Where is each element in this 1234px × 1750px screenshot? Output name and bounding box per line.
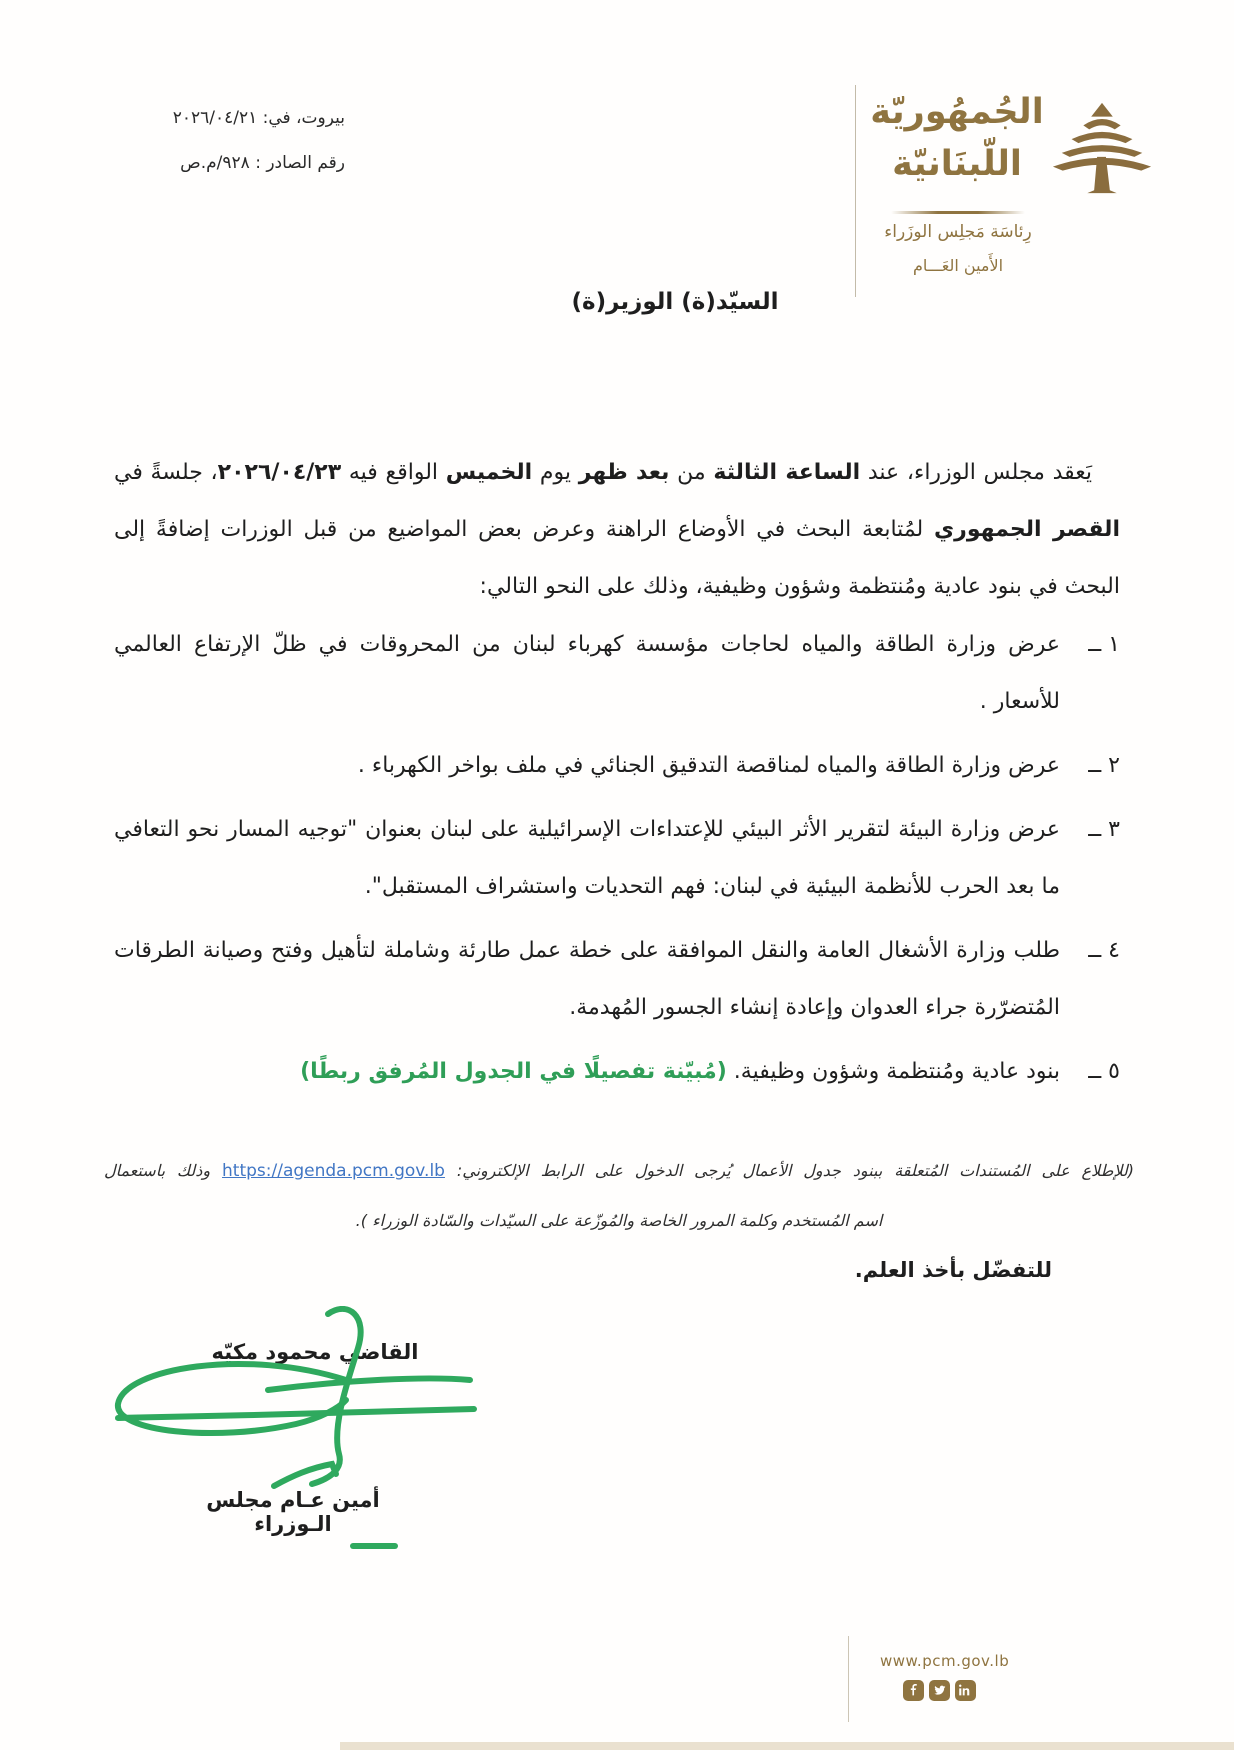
- salutation: السيّد(ة) الوزير(ة): [571, 289, 779, 315]
- facebook-icon[interactable]: [903, 1680, 924, 1701]
- closing-line: للتفضّل بأخذ العلم.: [854, 1258, 1052, 1282]
- footer-social-icons: [903, 1680, 976, 1701]
- agenda-item-3: [114, 801, 1120, 915]
- footer-website: www.pcm.gov.lb: [880, 1652, 1010, 1670]
- agenda-item-4: [114, 922, 1120, 1036]
- agenda-item-5: [114, 1043, 1120, 1100]
- letterhead-divider-horizontal: [891, 211, 1025, 214]
- republic-name: الجُمهُوريّة اللّبنَانيّة: [870, 92, 1044, 184]
- place-date: بيروت، في: ٢٠٢٦/٠٤/٢١: [172, 108, 345, 128]
- signer-name: القاضي محمود مكيّه: [211, 1340, 419, 1364]
- item-number: ٥ ــ: [1088, 1059, 1120, 1084]
- signature-underline: [350, 1543, 398, 1549]
- agenda-portal-link[interactable]: https://agenda.pcm.gov.lb: [222, 1161, 445, 1181]
- cedar-icon: [1048, 98, 1156, 200]
- portal-access-note: (للإطلاع على المُستندات المُتعلقة ببنود جدول الأعمال يُرجى الدخول على الرابط الإلكتروني: https://agenda.pcm.gov.lb وذلك باستعمال اسم المُستخدم وكلمة المرور الخاصة والمُوزّعة على السيّدات والسّادة الوزراء ).: [104, 1161, 1134, 1230]
- item-text: عرض وزارة البيئة لتقرير الأثر البيئي للإعتداءات الإسرائيلية على لبنان بعنوان "توجيه المسار نحو التعافي ما بعد الحرب للأنظمة البيئية في لبنان: فهم التحديات واستشراف المستقبل".: [114, 817, 1060, 899]
- linkedin-icon[interactable]: [955, 1680, 976, 1701]
- header-reference-block: [100, 96, 345, 186]
- signature-ink: [96, 1306, 484, 1498]
- item-text: عرض وزارة الطاقة والمياه لمناقصة التدقيق الجنائي في ملف بواخر الكهرباء .: [357, 753, 1060, 778]
- footer-divider-vertical: [848, 1636, 849, 1722]
- item-number: ١ ــ: [1088, 632, 1120, 657]
- item-number: ٣ ــ: [1088, 817, 1120, 842]
- agenda-item-1: [114, 616, 1120, 730]
- item-number: ٢ ــ: [1088, 753, 1120, 778]
- agenda-item-2: [114, 737, 1120, 794]
- attachment-note: (مُبيّنة تفصيلًا في الجدول المُرفق ربطًا): [300, 1059, 727, 1084]
- agenda-items-list: [114, 616, 1120, 1107]
- presidency-title: رِئاسَة مَجلِس الوزَراء: [884, 222, 1032, 242]
- item-text: طلب وزارة الأشغال العامة والنقل الموافقة على خطة عمل طارئة وشاملة لتأهيل وفتح وصيانة الطرقات المُتضرّرة جراء العدوان وإعادة إنشاء الجسور المُهدمة.: [114, 938, 1060, 1020]
- secretary-general-title: الأَمين العَـــام: [912, 256, 1004, 275]
- twitter-icon[interactable]: [929, 1680, 950, 1701]
- signer-title: أمين عـام مجلس الـوزراء: [206, 1488, 380, 1536]
- item-number: ٤ ــ: [1088, 938, 1120, 963]
- item-text: بنود عادية ومُنتظمة وشؤون وظيفية. (مُبيّنة تفصيلًا في الجدول المُرفق ربطًا): [300, 1059, 1060, 1084]
- scan-edge-shadow: [340, 1742, 1234, 1750]
- outgoing-number: رقم الصادر : ٩٢٨/م.ص: [180, 153, 345, 173]
- item-text: عرض وزارة الطاقة والمياه لحاجات مؤسسة كهرباء لبنان من المحروقات في ظلّ الإرتفاع العالمي للأسعار .: [114, 632, 1060, 714]
- intro-paragraph: يَعقد مجلس الوزراء، عند الساعة الثالثة من بعد ظهر يوم الخميس الواقع فيه ٢٠٢٦/٠٤/٢٣، جلسةً في القصر الجمهوري لمُتابعة البحث في الأوضاع الراهنة وعرض بعض المواضيع من قبل الوزرات إضافةً إلى البحث في بنود عادية ومُنتظمة وشؤون وظيفية، وذلك على النحو التالي:: [114, 460, 1120, 599]
